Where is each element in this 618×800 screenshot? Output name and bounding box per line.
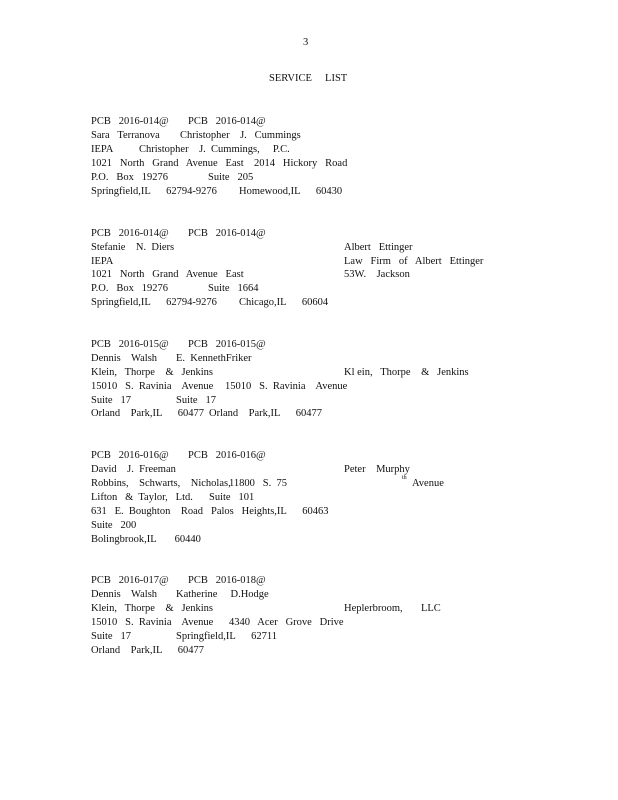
entry-3-city-2: Orland Park,IL 60477 — [209, 408, 323, 419]
entry-5-name-2: Katherine D.Hodge — [176, 589, 269, 600]
entry-5-case-2: PCB 2016-018@ — [188, 575, 266, 586]
entry-5-org: Klein, Thorpe & Jenkins — [91, 603, 214, 614]
entry-1-street: 1021 North Grand Avenue East — [91, 158, 244, 169]
entry-2-city-2: Chicago,IL 60604 — [239, 297, 329, 308]
entry-4-name-3: Peter Murphy — [344, 464, 410, 475]
page-title: SERVICE LIST — [269, 73, 348, 84]
entry-1-org: IEPA — [91, 144, 114, 155]
entry-1-city-2: Homewood,IL 60430 — [239, 186, 343, 197]
entry-4-name: David J. Freeman — [91, 464, 176, 475]
entry-5-street: 15010 S. Ravinia Avenue — [91, 617, 214, 628]
entry-1-name: Sara Terranova — [91, 130, 160, 141]
entry-3-case-2: PCB 2016-015@ — [188, 339, 266, 350]
entry-1-city: Springfield,IL 62794-9276 — [91, 186, 217, 197]
entry-2-city: Springfield,IL 62794-9276 — [91, 297, 217, 308]
entry-2-org: IEPA — [91, 256, 114, 267]
entry-2-org-3: Law Firm of Albert Ettinger — [344, 256, 484, 267]
entry-4-street-2: 11800 S. 75 — [229, 478, 287, 489]
entry-1-org-2: Christopher J. Cummings, P.C. — [139, 144, 290, 155]
entry-2-name-3: Albert Ettinger — [344, 242, 413, 253]
entry-4-city: Bolingbrook,IL 60440 — [91, 534, 201, 545]
entry-2-street-3: 53W. Jackson — [344, 269, 410, 280]
entry-4-street: 631 E. Boughton Road — [91, 506, 203, 517]
entry-4-case-2: PCB 2016-016@ — [188, 450, 266, 461]
entry-4-org: Robbins, Schwarts, Nicholas, — [91, 478, 231, 489]
entry-4-suite-2: Suite 101 — [209, 492, 255, 503]
entry-3-name: Dennis Walsh — [91, 353, 158, 364]
entry-5-city-2: Springfield,IL 62711 — [176, 631, 278, 642]
entry-1-case-2: PCB 2016-014@ — [188, 116, 266, 127]
page-number: 3 — [303, 37, 309, 48]
entry-1-street-2: 2014 Hickory Road — [254, 158, 348, 169]
entry-3-org-3: Kl ein, Thorpe & Jenkins — [344, 367, 469, 378]
entry-5-suite: Suite 17 — [91, 631, 131, 642]
entry-5-street-2: 4340 Acer Grove Drive — [229, 617, 344, 628]
entry-2-street: 1021 North Grand Avenue East — [91, 269, 244, 280]
entry-3-suite: Suite 17 — [91, 395, 131, 406]
superscript-th: th — [402, 475, 407, 481]
entry-4-case: PCB 2016-016@ — [91, 450, 169, 461]
entry-3-street-2: 15010 S. Ravinia Avenue — [225, 381, 348, 392]
entry-2-case: PCB 2016-014@ — [91, 228, 169, 239]
entry-5-name: Dennis Walsh — [91, 589, 158, 600]
entry-4-city-2: Palos Heights,IL 60463 — [211, 506, 329, 517]
entry-3-suite-2: Suite 17 — [176, 395, 216, 406]
entry-3-case: PCB 2016-015@ — [91, 339, 169, 350]
entry-2-case-2: PCB 2016-014@ — [188, 228, 266, 239]
entry-2-suite-2: Suite 1664 — [208, 283, 259, 294]
entry-5-org-3: Heplerbroom, LLC — [344, 603, 441, 614]
entry-1-case: PCB 2016-014@ — [91, 116, 169, 127]
entry-3-street: 15010 S. Ravinia Avenue — [91, 381, 214, 392]
entry-3-org: Klein, Thorpe & Jenkins — [91, 367, 214, 378]
entry-3-name-2: E. KennethFriker — [176, 353, 252, 364]
entry-1-name-2: Christopher J. Cummings — [180, 130, 301, 141]
entry-5-city: Orland Park,IL 60477 — [91, 645, 205, 656]
entry-4-ordinal-suffix — [402, 475, 407, 488]
entry-4-avenue: Avenue — [412, 478, 444, 489]
entry-5-case: PCB 2016-017@ — [91, 575, 169, 586]
entry-2-box: P.O. Box 19276 — [91, 283, 169, 294]
entry-4-suite: Suite 200 — [91, 520, 137, 531]
entry-2-name: Stefanie N. Diers — [91, 242, 175, 253]
entry-3-city: Orland Park,IL 60477 — [91, 408, 205, 419]
entry-1-box: P.O. Box 19276 — [91, 172, 169, 183]
entry-4-org-line-2: Lifton & Taylor, Ltd. — [91, 492, 193, 503]
entry-1-suite-2: Suite 205 — [208, 172, 254, 183]
